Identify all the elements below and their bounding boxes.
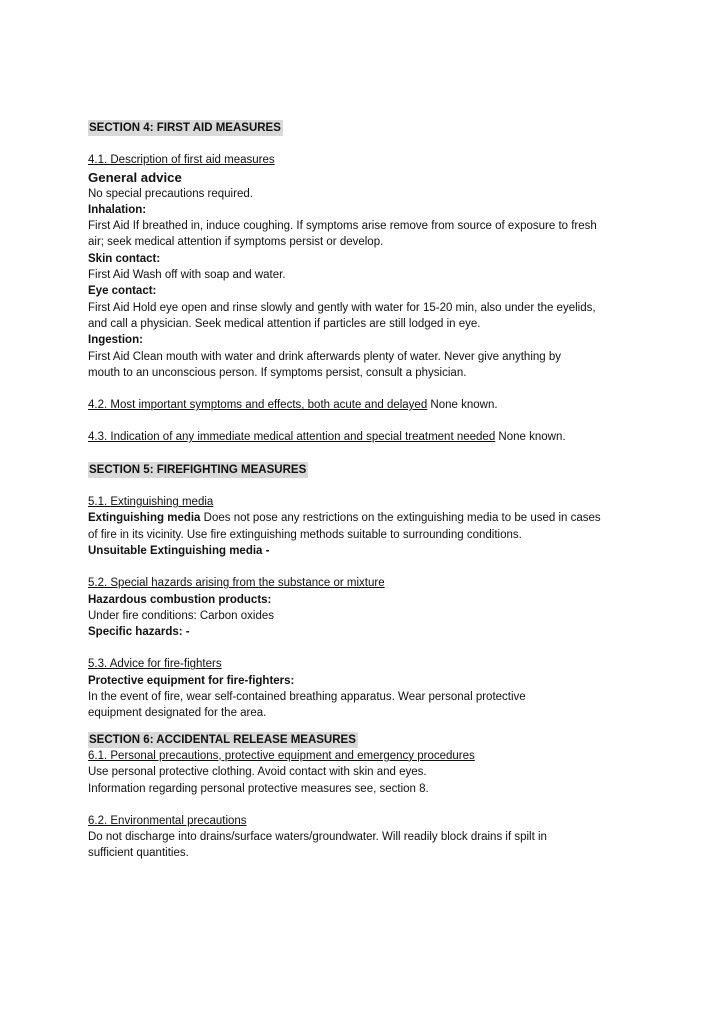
- heading-4-2-text: None known.: [427, 399, 498, 412]
- eye-contact-label: Eye contact:: [88, 285, 157, 298]
- heading-6-1: 6.1. Personal precautions, protective equipment and emergency procedures: [88, 749, 475, 762]
- section-4-title: SECTION 4: FIRST AID MEASURES: [88, 120, 283, 136]
- inhalation-text-1: First Aid If breathed in, induce coughing. If symptoms arise remove from source of exposure to fresh: [88, 220, 597, 233]
- heading-4-1: 4.1. Description of first aid measures: [88, 154, 275, 167]
- heading-6-1-text-2: Information regarding personal protective measures see, section 8.: [88, 782, 429, 795]
- ingestion-label: Ingestion:: [88, 334, 143, 347]
- heading-4-3-text: None known.: [495, 431, 566, 444]
- protective-equipment-label: Protective equipment for fire-fighters:: [88, 674, 295, 687]
- eye-contact-text-1: First Aid Hold eye open and rinse slowly and gently with water for 15-20 min, also under the eyelids,: [88, 301, 596, 314]
- inhalation-label: Inhalation:: [88, 203, 147, 216]
- protective-equipment-text-2: equipment designated for the area.: [88, 707, 267, 720]
- specific-hazards: Specific hazards: -: [88, 626, 190, 639]
- protective-equipment-text-1: In the event of fire, wear self-contained breathing apparatus. Wear personal protective: [88, 691, 526, 704]
- eye-contact-text-2: and call a physician. Seek medical attention if particles are still lodged in eye.: [88, 317, 481, 330]
- unsuitable-media: Unsuitable Extinguishing media -: [88, 544, 270, 557]
- general-advice-label: General advice: [88, 169, 182, 185]
- inhalation-text-2: air; seek medical attention if symptoms persist or develop.: [88, 236, 384, 249]
- document-page: [88, 120, 648, 862]
- hazardous-combustion-label: Hazardous combustion products:: [88, 593, 272, 606]
- section-5-title: SECTION 5: FIREFIGHTING MEASURES: [88, 462, 308, 478]
- heading-4-2: 4.2. Most important symptoms and effects, both acute and delayed: [88, 399, 428, 412]
- extinguishing-media-text-1: Does not pose any restrictions on the extinguishing media to be used in cases: [200, 512, 601, 525]
- skin-contact-text: First Aid Wash off with soap and water.: [88, 269, 286, 282]
- heading-5-1: 5.1. Extinguishing media: [88, 496, 214, 509]
- hazardous-combustion-text: Under fire conditions: Carbon oxides: [88, 609, 275, 622]
- heading-6-2-text-2: sufficient quantities.: [88, 847, 189, 860]
- heading-4-3: 4.3. Indication of any immediate medical attention and special treatment needed: [88, 431, 496, 444]
- general-advice-text: No special precautions required.: [88, 187, 253, 200]
- heading-5-3: 5.3. Advice for fire-fighters: [88, 658, 222, 671]
- ingestion-text-2: mouth to an unconscious person. If symptoms persist, consult a physician.: [88, 366, 467, 379]
- heading-5-2: 5.2. Special hazards arising from the substance or mixture: [88, 577, 385, 590]
- heading-6-1-text-1: Use personal protective clothing. Avoid contact with skin and eyes.: [88, 766, 427, 779]
- heading-6-2: 6.2. Environmental precautions: [88, 814, 247, 827]
- heading-6-2-text-1: Do not discharge into drains/surface waters/groundwater. Will readily block drains if spilt in: [88, 831, 547, 844]
- section-6-title: SECTION 6: ACCIDENTAL RELEASE MEASURES: [88, 732, 358, 748]
- skin-contact-label: Skin contact:: [88, 252, 161, 265]
- ingestion-text-1: First Aid Clean mouth with water and drink afterwards plenty of water. Never give anything by: [88, 350, 562, 363]
- extinguishing-media-text-2: of fire in its vicinity. Use fire extinguishing methods suitable to surrounding conditions.: [88, 528, 522, 541]
- extinguishing-media-label: Extinguishing media: [88, 512, 201, 525]
